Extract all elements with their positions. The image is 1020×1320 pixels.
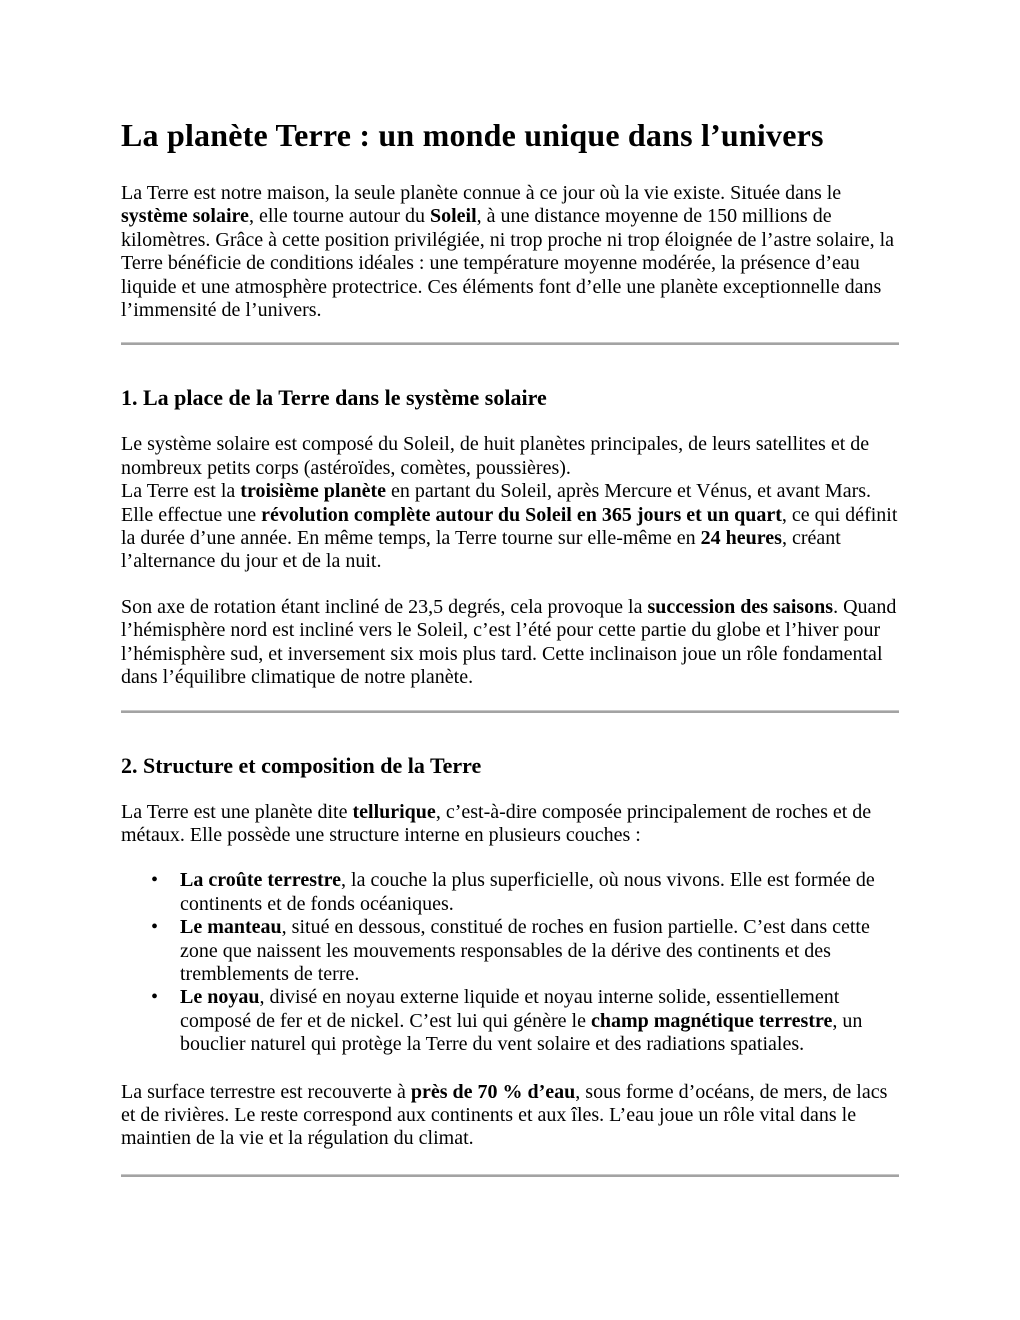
text-run: , sous forme d’océans, de mers, de lacs et de rivières. Le reste correspond aux continents et aux îles. L’eau joue un rôle vital dans le maintien de la vie et la régulation du climat. <box>121 1080 888 1150</box>
text-run-bold: système solaire <box>121 205 249 228</box>
list-item <box>121 869 899 916</box>
horizontal-divider <box>121 1174 899 1177</box>
bullet-icon: • <box>151 869 159 892</box>
text-run: Son axe de rotation étant incliné de 23,5 degrés, cela provoque la <box>121 595 648 618</box>
text-run-bold: Le noyau <box>180 986 260 1009</box>
list-item <box>121 916 899 986</box>
section-1-paragraph-2 <box>121 596 899 690</box>
text-run-bold: Le manteau <box>180 916 282 939</box>
text-run-bold: succession des saisons <box>647 595 834 618</box>
intro-paragraph <box>121 182 899 322</box>
text-run-bold: près de 70 % d’eau <box>410 1080 576 1103</box>
earth-layers-list <box>121 869 899 1056</box>
text-run: , c’est-à-dire composée principalement de roches et de métaux. Elle possède une structure interne en plusieurs couches : <box>121 800 872 846</box>
text-run: , à une distance moyenne de 150 millions de kilomètres. Grâce à cette position privilégiée, ni trop proche ni trop éloignée de l’astre solaire, la Terre bénéficie de conditions idéales : une température moyenne modérée, la présence d’eau liquide et une atmosphère protectrice. Ces éléments font d’elle une planète exceptionnelle dans l’immensité de l’univers. <box>121 205 895 322</box>
section-2-outro-paragraph <box>121 1081 899 1151</box>
section-1-heading: 1. La place de la Terre dans le système solaire <box>121 385 547 411</box>
horizontal-divider <box>121 710 899 713</box>
text-run-bold: révolution complète autour du Soleil en 365 jours et un quart <box>261 503 782 526</box>
text-run-bold: troisième planète <box>240 480 386 503</box>
text-run-bold: Soleil <box>430 205 477 228</box>
bullet-icon: • <box>151 986 159 1009</box>
page-title: La planète Terre : un monde unique dans l’univers <box>121 117 824 153</box>
text-run: La Terre est la <box>121 480 241 503</box>
text-run: , un bouclier naturel qui protège la Terre du vent solaire et des radiations spatiales. <box>180 1009 863 1056</box>
text-run-bold: La croûte terrestre <box>180 869 342 892</box>
text-run-bold: champ magnétique terrestre <box>590 1009 833 1032</box>
section-2-heading: 2. Structure et composition de la Terre <box>121 752 482 778</box>
text-run: , la couche la plus superficielle, où nous vivons. Elle est formée de continents et de fonds océaniques. <box>180 869 875 915</box>
text-run: La surface terrestre est recouverte à <box>121 1080 411 1103</box>
text-run: La Terre est notre maison, la seule planète connue à ce jour où la vie existe. Située dans le <box>121 182 842 204</box>
text-run: , situé en dessous, constitué de roches en fusion partielle. C’est dans cette zone que naissent les mouvements responsables de la dérive des continents et des tremblements de terre. <box>180 916 870 985</box>
bullet-icon: • <box>151 916 159 939</box>
horizontal-divider <box>121 342 899 345</box>
list-item <box>121 986 899 1056</box>
text-run: Le système solaire est composé du Soleil, de huit planètes principales, de leurs satellites et de nombreux petits corps (astéroïdes, comètes, poussières). <box>121 433 870 479</box>
text-run-bold: 24 heures <box>700 527 782 550</box>
text-run: , divisé en noyau externe liquide et noyau interne solide, essentiellement composé de fer et de nickel. C’est lui qui génère le <box>180 986 840 1032</box>
text-run: en partant du Soleil, après Mercure et Vénus, et avant Mars. Elle effectue une <box>121 480 872 526</box>
text-run: La Terre est une planète dite <box>121 800 353 823</box>
text-run-bold: tellurique <box>352 800 436 823</box>
text-run: . Quand l’hémisphère nord est incliné vers le Soleil, c’est l’été pour cette partie du globe et l’hiver pour l’hémisphère sud, et inversement six mois plus tard. Cette inclinaison joue un rôle fondamental dans l’équilibre climatique de notre planète. <box>121 595 897 689</box>
section-2-intro-paragraph <box>121 801 899 848</box>
text-run: , créant l’alternance du jour et de la nuit. <box>121 527 841 573</box>
text-run: , elle tourne autour du <box>248 205 430 228</box>
section-1-paragraph-1 <box>121 433 899 573</box>
text-run: , ce qui définit la durée d’une année. En même temps, la Terre tourne sur elle-même en <box>121 503 898 550</box>
